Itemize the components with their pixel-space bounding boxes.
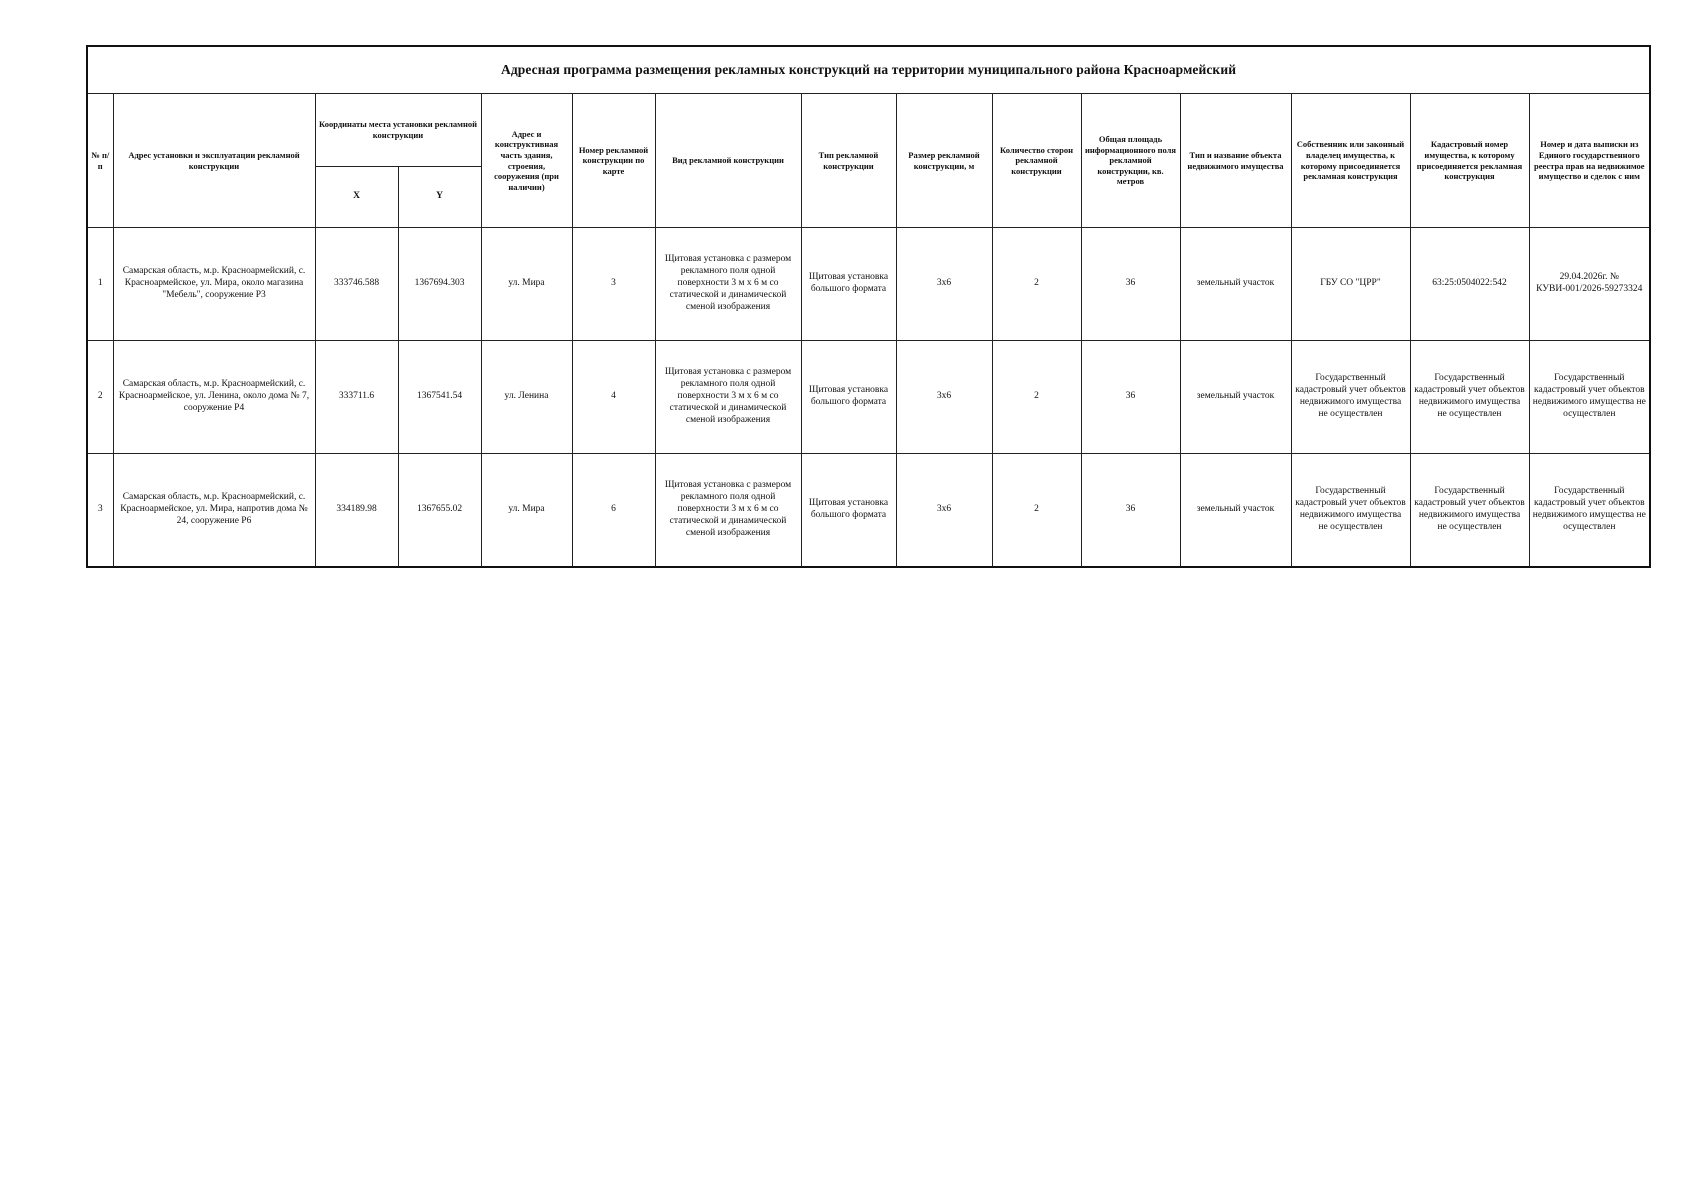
cell-map-number: 3 [572, 228, 655, 341]
header-coords: Координаты места установки рекламной конструкции [315, 94, 481, 167]
cell-address: Самарская область, м.р. Красноармейский, с. Красноармейское, ул. Мира, около магазина "Мебель", сооружение Р3 [113, 228, 315, 341]
cell-kind: Щитовая установка с размером рекламного поля одной поверхности 3 м х 6 м со статической и динамической сменой изображения [655, 454, 801, 568]
cell-sides: 2 [992, 454, 1081, 568]
header-size: Размер рекламной конструкции, м [896, 94, 992, 228]
header-owner: Собственник или законный владелец имущества, к которому присоединяется рекламная конструкция [1291, 94, 1410, 228]
cell-size: 3х6 [896, 228, 992, 341]
cell-type: Щитовая установка большого формата [801, 454, 896, 568]
header-registry: Номер и дата выписки из Единого государственного реестра прав на недвижимое имущество и сделок с ним [1529, 94, 1650, 228]
header-kind: Вид рекламной конструкции [655, 94, 801, 228]
cell-coord-y: 1367655.02 [398, 454, 481, 568]
cell-owner: ГБУ СО "ЦРР" [1291, 228, 1410, 341]
table-title: Адресная программа размещения рекламных конструкций на территории муниципального района Красноармейский [87, 46, 1650, 94]
cell-address: Самарская область, м.р. Красноармейский, с. Красноармейское, ул. Мира, напротив дома № 24, сооружение Р6 [113, 454, 315, 568]
header-coord-x: X [315, 167, 398, 228]
cell-property-type: земельный участок [1180, 228, 1291, 341]
cell-building-address: ул. Мира [481, 228, 572, 341]
cell-registry: Государственный кадастровый учет объектов недвижимого имущества не осуществлен [1529, 341, 1650, 454]
cell-cadastral: Государственный кадастровый учет объектов недвижимого имущества не осуществлен [1410, 454, 1529, 568]
header-type: Тип рекламной конструкции [801, 94, 896, 228]
cell-size: 3х6 [896, 454, 992, 568]
table-row [87, 228, 1650, 341]
cell-num: 3 [87, 454, 113, 568]
cell-building-address: ул. Мира [481, 454, 572, 568]
cell-coord-y: 1367694.303 [398, 228, 481, 341]
cell-owner: Государственный кадастровый учет объектов недвижимого имущества не осуществлен [1291, 341, 1410, 454]
header-map-number: Номер рекламной конструкции по карте [572, 94, 655, 228]
address-program-table [86, 45, 1651, 568]
cell-coord-x: 334189.98 [315, 454, 398, 568]
cell-area: 36 [1081, 341, 1180, 454]
cell-num: 2 [87, 341, 113, 454]
cell-address: Самарская область, м.р. Красноармейский, с. Красноармейское, ул. Ленина, около дома № 7, сооружение Р4 [113, 341, 315, 454]
cell-sides: 2 [992, 228, 1081, 341]
cell-map-number: 4 [572, 341, 655, 454]
header-building-address: Адрес и конструктивная часть здания, строения, сооружения (при наличии) [481, 94, 572, 228]
cell-building-address: ул. Ленина [481, 341, 572, 454]
cell-property-type: земельный участок [1180, 454, 1291, 568]
header-address: Адрес установки и эксплуатации рекламной конструкции [113, 94, 315, 228]
cell-map-number: 6 [572, 454, 655, 568]
header-coord-y: Y [398, 167, 481, 228]
cell-registry: 29.04.2026г. № КУВИ-001/2026-59273324 [1529, 228, 1650, 341]
cell-owner: Государственный кадастровый учет объектов недвижимого имущества не осуществлен [1291, 454, 1410, 568]
cell-property-type: земельный участок [1180, 341, 1291, 454]
cell-size: 3х6 [896, 341, 992, 454]
table-row [87, 454, 1650, 568]
table-row [87, 341, 1650, 454]
cell-coord-y: 1367541.54 [398, 341, 481, 454]
header-sides: Количество сторон рекламной конструкции [992, 94, 1081, 228]
cell-type: Щитовая установка большого формата [801, 341, 896, 454]
cell-cadastral: Государственный кадастровый учет объектов недвижимого имущества не осуществлен [1410, 341, 1529, 454]
cell-type: Щитовая установка большого формата [801, 228, 896, 341]
header-property-type: Тип и название объекта недвижимого имущества [1180, 94, 1291, 228]
header-area: Общая площадь информационного поля рекламной конструкции, кв. метров [1081, 94, 1180, 228]
cell-area: 36 [1081, 228, 1180, 341]
header-cadastral: Кадастровый номер имущества, к которому присоединяется рекламная конструкция [1410, 94, 1529, 228]
cell-area: 36 [1081, 454, 1180, 568]
cell-cadastral: 63:25:0504022:542 [1410, 228, 1529, 341]
document-sheet [86, 45, 1644, 568]
cell-kind: Щитовая установка с размером рекламного поля одной поверхности 3 м х 6 м со статической и динамической сменой изображения [655, 228, 801, 341]
cell-coord-x: 333746.588 [315, 228, 398, 341]
cell-coord-x: 333711.6 [315, 341, 398, 454]
cell-registry: Государственный кадастровый учет объектов недвижимого имущества не осуществлен [1529, 454, 1650, 568]
cell-num: 1 [87, 228, 113, 341]
cell-kind: Щитовая установка с размером рекламного поля одной поверхности 3 м х 6 м со статической и динамической сменой изображения [655, 341, 801, 454]
cell-sides: 2 [992, 341, 1081, 454]
header-num: № п/п [87, 94, 113, 228]
